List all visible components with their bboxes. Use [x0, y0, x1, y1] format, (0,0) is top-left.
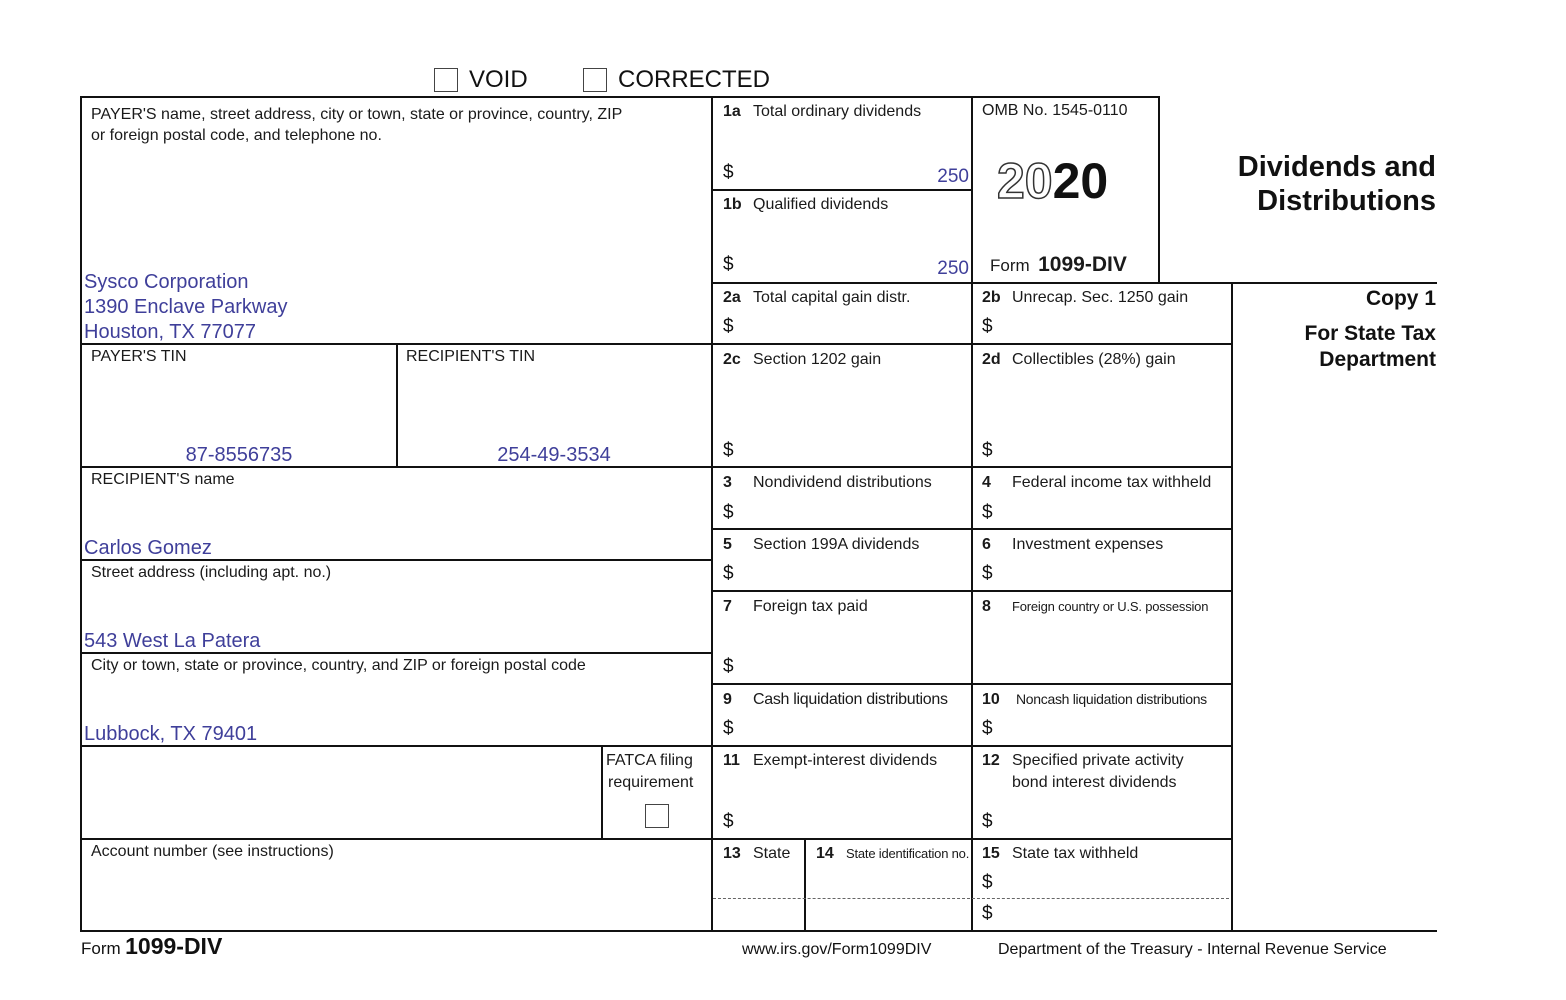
- box-7-label: 7 Foreign tax paid: [723, 598, 868, 615]
- box-11-label: 11 Exempt-interest dividends: [723, 752, 938, 769]
- form-title: Dividends and Distributions: [1237, 151, 1436, 217]
- fatca-label-line1: FATCA filing: [606, 752, 693, 769]
- omb-number: OMB No. 1545-0110: [982, 102, 1128, 119]
- box-2c-label: 2c Section 1202 gain: [723, 351, 882, 368]
- corrected-label: CORRECTED: [618, 66, 771, 93]
- box-13-label: 13 State: [723, 845, 791, 862]
- payer-name: Sysco Corporation: [84, 271, 249, 293]
- box-12-label-line2: bond interest dividends: [1012, 774, 1177, 791]
- box-9-dollar: $: [723, 718, 734, 739]
- box-3-dollar: $: [723, 502, 734, 523]
- payer-city: Houston, TX 77077: [84, 321, 256, 343]
- box-12-label: 12 Specified private activity: [982, 752, 1184, 769]
- void-checkbox[interactable]: [434, 68, 458, 92]
- box-6-label: 6 Investment expenses: [982, 536, 1164, 553]
- footer-agency: Department of the Treasury - Internal Revenue Service: [998, 941, 1387, 958]
- footer-url[interactable]: www.irs.gov/Form1099DIV: [742, 941, 932, 958]
- box-2a-label: 2a Total capital gain distr.: [723, 289, 911, 306]
- payer-tin-label: PAYER'S TIN: [91, 348, 187, 365]
- recipient-street: 543 West La Patera: [84, 630, 261, 652]
- recipient-tin: 254-49-3534: [497, 444, 611, 466]
- box-14-label: 14 State identification no.: [816, 845, 970, 862]
- box-1a-label: 1a Total ordinary dividends: [723, 103, 922, 120]
- recipient-name-label: RECIPIENT'S name: [91, 471, 235, 488]
- box-6-dollar: $: [982, 563, 993, 584]
- box-3-label: 3 Nondividend distributions: [723, 474, 932, 491]
- box-2c-dollar: $: [723, 440, 734, 461]
- box-1b-label: 1b Qualified dividends: [723, 196, 889, 213]
- box-7-dollar: $: [723, 656, 734, 677]
- omb-form-name: Form 1099-DIV: [990, 253, 1127, 276]
- box-12-dollar: $: [982, 811, 993, 832]
- box-1b-value[interactable]: 250: [937, 258, 969, 279]
- copy-label: Copy 1: [1365, 287, 1436, 310]
- copy-destination: For State Tax Department: [1304, 322, 1436, 371]
- payer-label-line1: PAYER'S name, street address, city or town, state or province, country, ZIP: [91, 106, 623, 123]
- box-10-dollar: $: [982, 718, 993, 739]
- box-2d-dollar: $: [982, 440, 993, 461]
- payer-label-line2: or foreign postal code, and telephone no.: [91, 127, 382, 144]
- recipient-name: Carlos Gomez: [84, 537, 212, 559]
- footer-form-name: Form 1099-DIV: [81, 933, 223, 959]
- box-1b-dollar: $: [723, 254, 734, 275]
- box-4-label: 4 Federal income tax withheld: [982, 474, 1212, 491]
- recipient-city-label: City or town, state or province, country, and ZIP or foreign postal code: [91, 657, 586, 674]
- fatca-label-line2: requirement: [608, 774, 694, 791]
- payer-tin: 87-8556735: [185, 444, 293, 466]
- box-8-label: 8 Foreign country or U.S. possession: [982, 598, 1209, 615]
- box-10-label: 10 Noncash liquidation distributions: [982, 691, 1207, 708]
- box-4-dollar: $: [982, 502, 993, 523]
- box-5-label: 5 Section 199A dividends: [723, 536, 920, 553]
- box-5-dollar: $: [723, 563, 734, 584]
- corrected-checkbox[interactable]: [583, 68, 607, 92]
- box-2b-label: 2b Unrecap. Sec. 1250 gain: [982, 289, 1189, 306]
- payer-street: 1390 Enclave Parkway: [84, 296, 288, 318]
- box-1a-value[interactable]: 250: [937, 166, 969, 187]
- box-2b-dollar: $: [982, 316, 993, 337]
- box-11-dollar: $: [723, 811, 734, 832]
- recipient-tin-label: RECIPIENT'S TIN: [406, 348, 535, 365]
- box-15-dollar-1: $: [982, 872, 993, 893]
- recipient-street-label: Street address (including apt. no.): [91, 564, 332, 581]
- tax-year: 2020: [997, 153, 1109, 209]
- box-15-label: 15 State tax withheld: [982, 845, 1139, 862]
- fatca-checkbox[interactable]: [645, 804, 669, 828]
- box-2a-dollar: $: [723, 316, 734, 337]
- box-1a-dollar: $: [723, 162, 734, 183]
- void-label: VOID: [469, 66, 528, 93]
- box-2d-label: 2d Collectibles (28%) gain: [982, 351, 1176, 368]
- box-9-label: 9 Cash liquidation distributions: [723, 691, 948, 708]
- box-15-dollar-2: $: [982, 903, 993, 924]
- recipient-city: Lubbock, TX 79401: [84, 723, 258, 745]
- account-label: Account number (see instructions): [91, 843, 334, 860]
